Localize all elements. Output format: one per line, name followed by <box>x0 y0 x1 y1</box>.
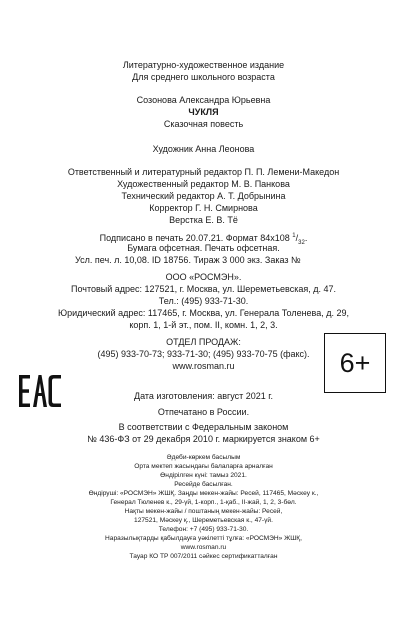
law-line2: № 436-ФЗ от 29 декабря 2010 г. маркируется знаком 6+ <box>87 434 320 444</box>
sales-phones: (495) 933-70-73; 933-71-30; (495) 933-70-75 (факс). <box>97 349 310 359</box>
kazakh-line: Ресейде басылған. <box>174 481 233 488</box>
format-fraction-den: 32 <box>298 239 305 246</box>
print-sheets: Усл. печ. л. 10,08. ID 18756. Тираж 3 000 экз. Заказ № <box>75 255 301 265</box>
postal-address: Почтовый адрес: 127521, г. Москва, ул. Шереметьевская, д. 47. <box>71 284 336 294</box>
manufacture-date: Дата изготовления: август 2021 г. <box>133 391 273 401</box>
kazakh-line: Тауар КО ТР 007/2011 сәйкес сертификатталған <box>129 553 278 560</box>
edition-type: Литературно-художественное издание <box>122 60 285 70</box>
kazakh-line: 127521, Мәскеу қ., Шереметьевская к., 47-үй. <box>134 517 273 524</box>
kazakh-line: Нақты мекен-жайы / поштаның мекен-жайы: Ресей, <box>124 508 283 515</box>
kazakh-line: Өндірілген күні: тамыз 2021. <box>160 472 247 479</box>
kazakh-line: Генерал Тюленев к., 29-үй, 1-корп., 1-қаб., II-жай, 1, 2, 3-бөл. <box>110 499 297 506</box>
legal-address-line1: Юридический адрес: 117465, г. Москва, ул. Генерала Толенева, д. 29, <box>58 308 349 318</box>
law-line1: В соответствии с Федеральным законом <box>118 422 289 432</box>
editor-line: Корректор Г. Н. Смирнова <box>149 203 258 213</box>
print-signed: Подписано в печать 20.07.21. Формат 84x108 $^1/_{32}$. <box>99 233 308 246</box>
book-title: ЧУКЛЯ <box>188 107 219 117</box>
kazakh-line: www.rosman.ru <box>180 544 227 551</box>
illustrator: Художник Анна Леонова <box>152 144 255 154</box>
print-paper: Бумага офсетная. Печать офсетная. <box>127 243 280 253</box>
editor-line: Художественный редактор М. В. Панкова <box>117 179 290 189</box>
audience: Для среднего школьного возраста <box>132 72 275 82</box>
format-fraction-num: 1 <box>292 233 296 239</box>
editor-line: Технический редактор А. Т. Добрынина <box>121 191 286 201</box>
printed-in-russia: Отпечатано в России. <box>157 407 250 417</box>
kazakh-line: Өндіруші: «РОСМЭН» ЖШҚ. Заңды мекен-жайы: Ресей, 117465, Мәскеу к., <box>88 490 319 497</box>
editor-line: Верстка Е. В. Тё <box>169 215 238 225</box>
publisher-phone: Тел.: (495) 933-71-30. <box>158 296 249 306</box>
age-rating-badge: 6+ <box>324 333 386 393</box>
print-signed-text: Подписано в печать 20.07.21. Формат 84x108 <box>99 233 290 243</box>
sales-heading: ОТДЕЛ ПРОДАЖ: <box>166 337 241 347</box>
author-name: Созонова Александра Юрьевна <box>136 95 271 105</box>
publisher-name: ООО «РОСМЭН». <box>165 272 242 282</box>
kazakh-line: Телефон: +7 (495) 933-71-30. <box>158 526 249 533</box>
legal-address-line2: корп. 1, 1-й эт., пом. II, комн. 1, 2, 3. <box>129 320 278 330</box>
kazakh-line: Әдеби-көркем басылым <box>166 454 241 461</box>
kazakh-line: Наразылықтарды қабылдауға уәкілетті тұлға: «РОСМЭН» ЖШҚ, <box>105 535 302 542</box>
editor-line: Ответственный и литературный редактор П. П. Лемени-Македон <box>67 167 340 177</box>
sales-site: www.rosman.ru <box>172 361 235 371</box>
kazakh-line: Орта мектеп жасындағы балаларға арналған <box>134 463 273 470</box>
book-subtitle: Сказочная повесть <box>163 119 244 129</box>
